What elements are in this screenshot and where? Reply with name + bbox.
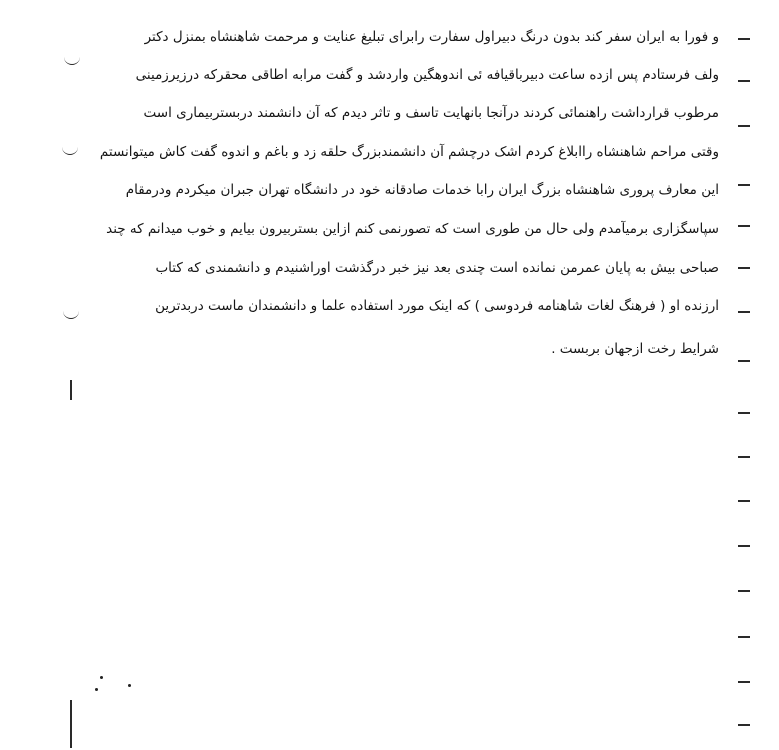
margin-hook: [62, 146, 78, 155]
text-line-5: این معارف پروری شاهنشاه بزرگ ایران رابا خدمات صادقانه خود در دانشگاه تهران جبران میکردم ودرمقام: [125, 182, 719, 198]
margin-dash: [738, 545, 750, 547]
margin-dash: [738, 724, 750, 726]
text-line-1: و فورا به ایران سفر کند بدون درنگ دبیراول سفارت رابرای تبلیغ عنایت و مرحمت شاهنشاه بمنزل دکتر: [144, 29, 719, 45]
speck: [100, 676, 103, 679]
margin-tick: [70, 700, 72, 748]
margin-dash: [738, 184, 750, 186]
text-line-7: صباحی بیش به پایان عمرمن نمانده است چندی بعد نیز خبر درگذشت اوراشنیدم و دانشمندی که کتاب: [155, 260, 719, 276]
text-line-6: سپاسگزاری برمیآمدم ولی حال من طوری است که تصورنمی کنم ازاین بستربیرون بیایم و خوب میدانم که چند: [106, 221, 719, 237]
text-line-9: شرایط رخت ازجهان بربست .: [551, 341, 719, 357]
text-line-3: مرطوب قرارداشت راهنمائی کردند درآنجا بانهایت تاسف و تاثر دیدم که آن دانشمند دربستربیماری است: [143, 105, 719, 121]
text-line-8: ارزنده او ( فرهنگ لغات شاهنامه فردوسی ) که اینک مورد استفاده علما و دانشمندان ماست دربدترین: [155, 298, 719, 314]
margin-dash: [738, 636, 750, 638]
margin-dash: [738, 456, 750, 458]
margin-dash: [738, 225, 750, 227]
speck: [128, 684, 131, 687]
text-line-2: ولف فرستادم پس ازده ساعت دبیرباقیافه ئی اندوهگین واردشد و گفت مرابه اطاقی محقرکه درزیرزمینی: [135, 67, 719, 83]
margin-dash: [738, 590, 750, 592]
margin-dash: [738, 267, 750, 269]
margin-dash: [738, 412, 750, 414]
margin-dash: [738, 360, 750, 362]
margin-dash: [738, 681, 750, 683]
speck: [95, 688, 98, 691]
margin-dash: [738, 311, 750, 313]
margin-tick: [70, 380, 72, 400]
margin-dash: [738, 500, 750, 502]
margin-dash: [738, 80, 750, 82]
margin-hook: [64, 56, 80, 65]
margin-hook: [63, 310, 79, 319]
margin-dash: [738, 125, 750, 127]
text-line-4: وقتی مراحم شاهنشاه راابلاغ کردم اشک درچشم آن دانشمندبزرگ حلقه زد و باغم و اندوه گفت کاش میتوانستم: [99, 144, 719, 160]
margin-dash: [738, 38, 750, 40]
